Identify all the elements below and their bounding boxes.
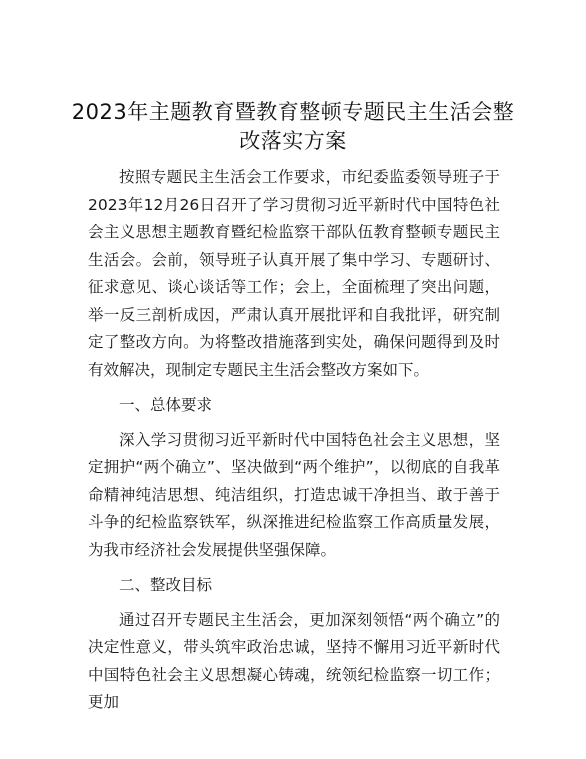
intro-paragraph: 按照专题民主生活会工作要求，市纪委监委领导班子于2023年12月26日召开了学习贯彻习近平新时代中国特色社会主义思想主题教育暨纪检监察干部队伍教育整顿专题民主生活会。会前，领导班子认真开展了集中学习、专题研讨、征求意见、谈心谈话等工作；会上，全面梳理了突出问题，举一反三剖析成因，严肃认真开展批评和自我批评，研究制定了整改方向。为将整改措施落到实处，确保问题得到及时有效解决，现制定专题民主生活会整改方案如下。 xyxy=(88,168,500,379)
section-heading-rectification-goals: 二、整改目标 xyxy=(119,576,213,594)
rectification-goals-paragraph: 通过召开专题民主生活会，更加深刻领悟“两个确立”的决定性意义，带头筑牢政治忠诚，坚持不懈用习近平新时代中国特色社会主义思想凝心铸魂，统领纪检监察一切工作；更加 xyxy=(88,610,500,711)
general-requirements-paragraph: 深入学习贯彻习近平新时代中国特色社会主义思想，坚定拥护“两个确立”、坚决做到“两个维护”，以彻底的自我革命精神纯洁思想、纯洁组织，打造忠诚干净担当、敢于善于斗争的纪检监察铁军，纵深推进纪检监察工作高质量发展，为我市经济社会发展提供坚强保障。 xyxy=(88,430,500,559)
section-heading-general-requirements: 一、总体要求 xyxy=(119,396,213,414)
document-title: 2023年主题教育暨教育整顿专题民主生活会整改落实方案 xyxy=(71,100,515,153)
document-body xyxy=(88,164,500,717)
